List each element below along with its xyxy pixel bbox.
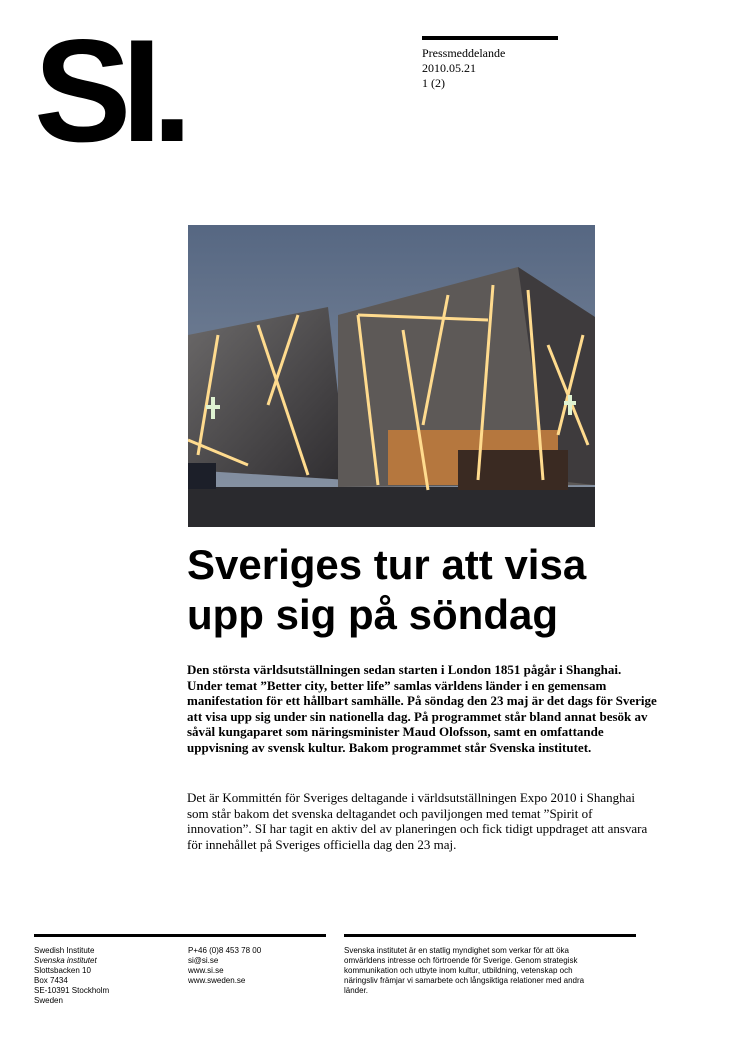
page-number: 1 (2) bbox=[422, 76, 445, 90]
lead-paragraph: Den största världsutställningen sedan starten i London 1851 pågår i Shanghai. Under temat ”Better city, better life” samlas världens länder i en gemensam manifestation för ett hållbart samhälle. På söndag den 23 maj är det dags för Sverige att visa upp sig under sin nationella dag. På programmet står bland annat besök av såväl kungaparet som näringsminister Maud Olofsson, samt en omfattande uppvisning av svensk kultur. Bakom programmet står Svenska institutet. bbox=[187, 662, 657, 755]
pavilion-photo bbox=[188, 225, 595, 527]
org-name: Swedish Institute bbox=[34, 946, 95, 955]
about-line-5: länder. bbox=[344, 986, 369, 995]
org-name-swedish: Svenska institutet bbox=[34, 956, 97, 965]
document-type: Pressmeddelande bbox=[422, 46, 506, 60]
document-meta bbox=[422, 36, 558, 91]
about-line-1: Svenska institutet är en statlig myndighet som verkar för att öka bbox=[344, 946, 569, 955]
about-line-4: näringsliv främjar vi samarbete och långsiktiga relationer med andra bbox=[344, 976, 585, 985]
website-link-si[interactable]: www.si.se bbox=[188, 966, 224, 975]
body-paragraph: Det är Kommittén för Sveriges deltagande i världsutställningen Expo 2010 i Shanghai som står bakom det svenska deltagandet och paviljongen med temat ”Spirit of innovation”. SI har tagit en aktiv del av planeringen och fick tidigt uppdraget att ansvara för innehållet på Sveriges officiella dag den 23 maj. bbox=[187, 790, 648, 852]
footer-about bbox=[344, 946, 584, 996]
country: Sweden bbox=[34, 996, 63, 1005]
street-address: Slottsbacken 10 bbox=[34, 966, 91, 975]
si-logo: SI. bbox=[34, 9, 183, 172]
footer-address bbox=[34, 946, 109, 1006]
footer-rule-right bbox=[344, 934, 636, 937]
pavilion-illustration bbox=[188, 225, 595, 527]
website-link-sweden[interactable]: www.sweden.se bbox=[188, 976, 246, 985]
footer-rule-left bbox=[34, 934, 326, 937]
email-link[interactable]: si@si.se bbox=[188, 956, 219, 965]
footer-contact bbox=[188, 946, 261, 986]
about-line-2: omvärldens intresse och förtroende för Sverige. Genom strategisk bbox=[344, 956, 578, 965]
about-line-3: kommunikation och utbyte inom kultur, utbildning, vetenskap och bbox=[344, 966, 573, 975]
headline bbox=[187, 540, 707, 640]
meta-rule bbox=[422, 36, 558, 40]
headline-line-2: upp sig på söndag bbox=[187, 591, 559, 638]
postal-city: SE-10391 Stockholm bbox=[34, 986, 110, 995]
phone: P+46 (0)8 453 78 00 bbox=[188, 946, 262, 955]
document-date: 2010.05.21 bbox=[422, 61, 476, 75]
headline-line-1: Sveriges tur att visa bbox=[187, 541, 587, 588]
po-box: Box 7434 bbox=[34, 976, 68, 985]
